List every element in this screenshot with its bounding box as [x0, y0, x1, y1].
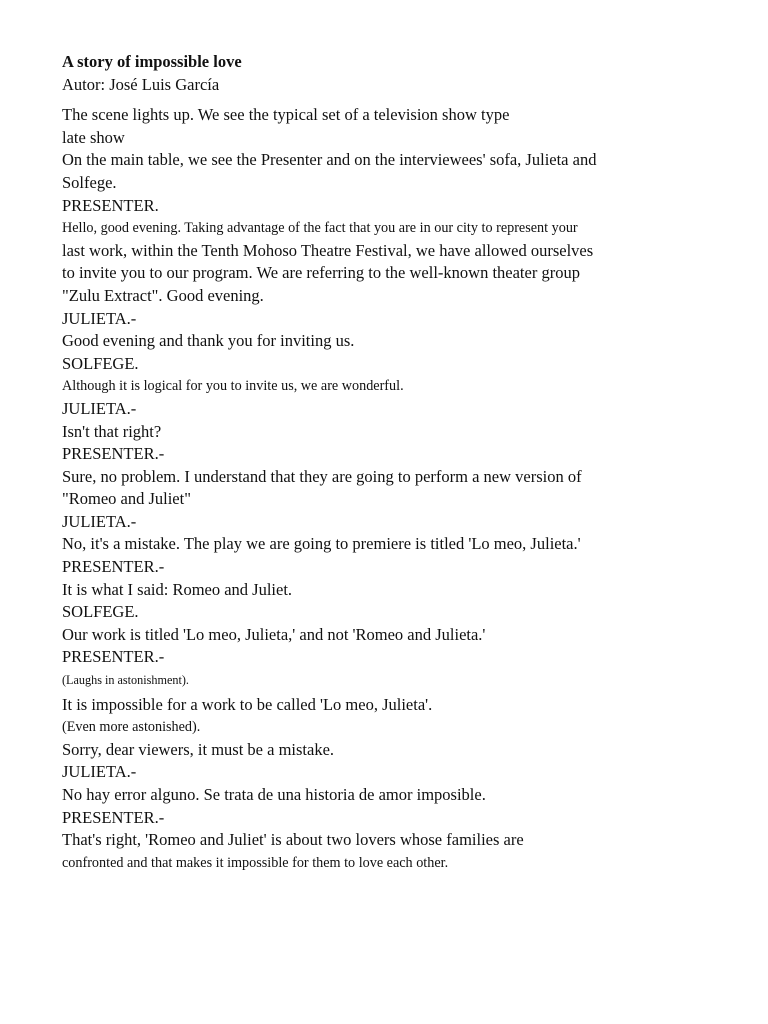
speaker-label: PRESENTER.- [62, 807, 165, 827]
text-line: last work, within the Tenth Mohoso Theatre Festival, we have allowed ourselves [62, 240, 594, 260]
stage-direction: (Laughs in astonishment). [62, 673, 189, 688]
text-line: It is impossible for a work to be called 'Lo meo, Julieta'. [62, 694, 433, 714]
speaker-label: JULIETA.- [62, 308, 137, 328]
text-line: to invite you to our program. We are referring to the well-known theater group [62, 263, 580, 283]
text-line: The scene lights up. We see the typical set of a television show type [62, 105, 510, 125]
text-line: late show [62, 127, 125, 147]
text-line: That's right, 'Romeo and Juliet' is about two lovers whose families are [62, 830, 524, 850]
document-author: Autor: José Luis García [62, 74, 220, 94]
speaker-label: PRESENTER.- [62, 557, 165, 577]
speaker-label: JULIETA.- [62, 762, 137, 782]
speaker-label: PRESENTER. [62, 195, 159, 215]
text-line: Our work is titled 'Lo meo, Julieta,' and not 'Romeo and Julieta.' [62, 624, 486, 644]
document-title: A story of impossible love [62, 52, 242, 71]
text-line: Hello, good evening. Taking advantage of the fact that you are in our city to represent your [62, 220, 578, 237]
text-line: Although it is logical for you to invite us, we are wonderful. [62, 378, 404, 395]
speaker-label: SOLFEGE. [62, 602, 139, 622]
text-line: Good evening and thank you for inviting us. [62, 331, 355, 351]
speaker-label: SOLFEGE. [62, 353, 139, 373]
speaker-label: JULIETA.- [62, 398, 137, 418]
speaker-label: PRESENTER.- [62, 444, 165, 464]
text-line: On the main table, we see the Presenter and on the interviewees' sofa, Julieta and [62, 150, 597, 170]
text-line: No hay error alguno. Se trata de una historia de amor imposible. [62, 785, 486, 804]
stage-direction: (Even more astonished). [62, 719, 201, 736]
text-line: confronted and that makes it impossible for them to love each other. [62, 854, 449, 871]
text-line: Sorry, dear viewers, it must be a mistake. [62, 739, 335, 759]
text-line: Isn't that right? [62, 421, 162, 441]
document-page [62, 51, 752, 874]
speaker-label: PRESENTER.- [62, 647, 165, 667]
text-line: "Romeo and Juliet" [62, 489, 191, 509]
text-line: It is what I said: Romeo and Juliet. [62, 579, 293, 599]
text-line: "Zulu Extract". Good evening. [62, 285, 264, 305]
text-line: Solfege. [62, 172, 117, 192]
text-line: No, it's a mistake. The play we are going to premiere is titled 'Lo meo, Julieta.' [62, 534, 581, 554]
text-line: Sure, no problem. I understand that they are going to perform a new version of [62, 466, 582, 486]
speaker-label: JULIETA.- [62, 511, 137, 531]
